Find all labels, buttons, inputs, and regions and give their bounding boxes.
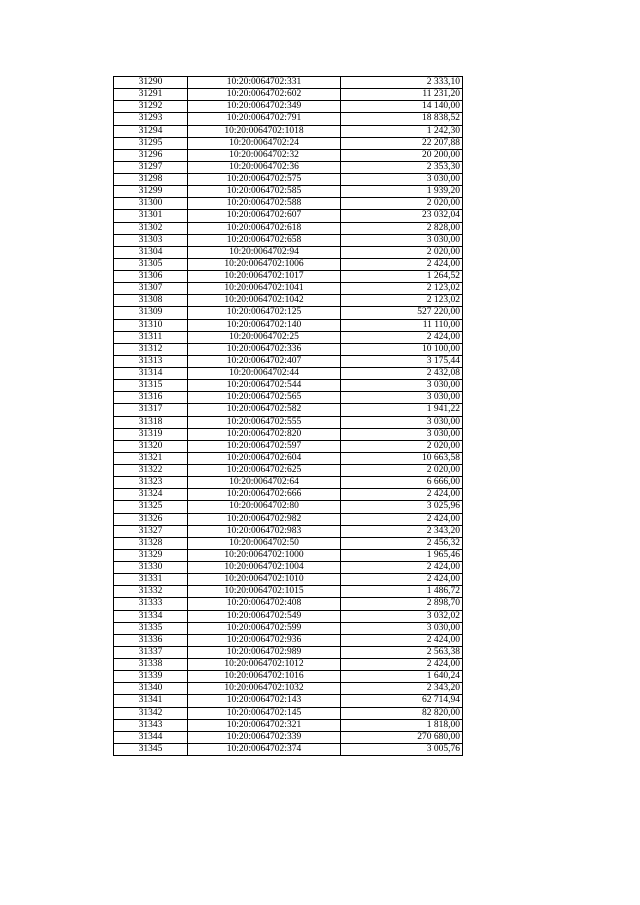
value-cell: 11 110,00 <box>341 319 463 331</box>
cadastral-number-cell: 10:20:0064702:936 <box>188 634 341 646</box>
value-cell: 2 353,30 <box>341 161 463 173</box>
value-cell: 1 941,22 <box>341 404 463 416</box>
cadastral-number-cell: 10:20:0064702:820 <box>188 428 341 440</box>
value-cell: 3 025,96 <box>341 501 463 513</box>
cadastral-number-cell: 10:20:0064702:602 <box>188 89 341 101</box>
row-number-cell: 31309 <box>114 307 188 319</box>
row-number-cell: 31337 <box>114 646 188 658</box>
table-row <box>114 355 463 367</box>
row-number-cell: 31331 <box>114 574 188 586</box>
cadastral-number-cell: 10:20:0064702:1012 <box>188 659 341 671</box>
row-number-cell: 31317 <box>114 404 188 416</box>
value-cell: 20 200,00 <box>341 149 463 161</box>
value-cell: 1 486,72 <box>341 586 463 598</box>
table-row <box>114 404 463 416</box>
value-cell: 2 123,02 <box>341 283 463 295</box>
cadastral-number-cell: 10:20:0064702:339 <box>188 731 341 743</box>
value-cell: 6 666,00 <box>341 477 463 489</box>
cadastral-number-cell: 10:20:0064702:408 <box>188 598 341 610</box>
row-number-cell: 31323 <box>114 477 188 489</box>
cadastral-number-cell: 10:20:0064702:1041 <box>188 283 341 295</box>
cadastral-number-cell: 10:20:0064702:25 <box>188 331 341 343</box>
row-number-cell: 31314 <box>114 368 188 380</box>
cadastral-number-cell: 10:20:0064702:666 <box>188 489 341 501</box>
row-number-cell: 31292 <box>114 101 188 113</box>
row-number-cell: 31290 <box>114 77 188 89</box>
row-number-cell: 31315 <box>114 380 188 392</box>
cadastral-number-cell: 10:20:0064702:1000 <box>188 549 341 561</box>
table-row <box>114 477 463 489</box>
row-number-cell: 31345 <box>114 743 188 755</box>
cadastral-number-cell: 10:20:0064702:625 <box>188 465 341 477</box>
cadastral-number-cell: 10:20:0064702:588 <box>188 198 341 210</box>
value-cell: 2 424,00 <box>341 258 463 270</box>
cadastral-number-cell: 10:20:0064702:1042 <box>188 295 341 307</box>
cadastral-number-cell: 10:20:0064702:1032 <box>188 683 341 695</box>
cadastral-number-cell: 10:20:0064702:982 <box>188 513 341 525</box>
value-cell: 2 424,00 <box>341 331 463 343</box>
row-number-cell: 31344 <box>114 731 188 743</box>
cadastral-number-cell: 10:20:0064702:1017 <box>188 271 341 283</box>
cadastral-number-cell: 10:20:0064702:544 <box>188 380 341 392</box>
cadastral-number-cell: 10:20:0064702:565 <box>188 392 341 404</box>
row-number-cell: 31324 <box>114 489 188 501</box>
row-number-cell: 31335 <box>114 622 188 634</box>
table-row <box>114 416 463 428</box>
value-cell: 2 424,00 <box>341 562 463 574</box>
row-number-cell: 31318 <box>114 416 188 428</box>
row-number-cell: 31306 <box>114 271 188 283</box>
row-number-cell: 31311 <box>114 331 188 343</box>
cadastral-number-cell: 10:20:0064702:618 <box>188 222 341 234</box>
table-row <box>114 428 463 440</box>
table-row <box>114 125 463 137</box>
value-cell: 2 563,38 <box>341 646 463 658</box>
row-number-cell: 31308 <box>114 295 188 307</box>
row-number-cell: 31319 <box>114 428 188 440</box>
cadastral-number-cell: 10:20:0064702:607 <box>188 210 341 222</box>
cadastral-number-cell: 10:20:0064702:36 <box>188 161 341 173</box>
table-row <box>114 368 463 380</box>
row-number-cell: 31333 <box>114 598 188 610</box>
cadastral-number-cell: 10:20:0064702:24 <box>188 137 341 149</box>
table-row <box>114 161 463 173</box>
value-cell: 1 640,24 <box>341 671 463 683</box>
row-number-cell: 31343 <box>114 719 188 731</box>
row-number-cell: 31298 <box>114 174 188 186</box>
table-row <box>114 622 463 634</box>
row-number-cell: 31307 <box>114 283 188 295</box>
value-cell: 3 030,00 <box>341 428 463 440</box>
cadastral-number-cell: 10:20:0064702:1010 <box>188 574 341 586</box>
table-row <box>114 489 463 501</box>
cadastral-number-cell: 10:20:0064702:1015 <box>188 586 341 598</box>
table-row <box>114 440 463 452</box>
row-number-cell: 31320 <box>114 440 188 452</box>
table-row <box>114 743 463 755</box>
table-row <box>114 101 463 113</box>
cadastral-number-cell: 10:20:0064702:658 <box>188 234 341 246</box>
table-row <box>114 307 463 319</box>
row-number-cell: 31339 <box>114 671 188 683</box>
row-number-cell: 31330 <box>114 562 188 574</box>
value-cell: 1 264,52 <box>341 271 463 283</box>
table-row <box>114 186 463 198</box>
cadastral-number-cell: 10:20:0064702:1006 <box>188 258 341 270</box>
value-cell: 23 032,04 <box>341 210 463 222</box>
table-row <box>114 501 463 513</box>
cadastral-number-cell: 10:20:0064702:44 <box>188 368 341 380</box>
table-row <box>114 671 463 683</box>
value-cell: 2 898,70 <box>341 598 463 610</box>
table-row <box>114 222 463 234</box>
value-cell: 1 965,46 <box>341 549 463 561</box>
table-row <box>114 295 463 307</box>
table-row <box>114 234 463 246</box>
value-cell: 3 030,00 <box>341 416 463 428</box>
table-row <box>114 646 463 658</box>
value-cell: 1 939,20 <box>341 186 463 198</box>
row-number-cell: 31321 <box>114 452 188 464</box>
table-body <box>114 77 463 756</box>
value-cell: 3 030,00 <box>341 380 463 392</box>
table-row <box>114 513 463 525</box>
row-number-cell: 31316 <box>114 392 188 404</box>
value-cell: 3 030,00 <box>341 234 463 246</box>
value-cell: 2 424,00 <box>341 659 463 671</box>
cadastral-number-cell: 10:20:0064702:1018 <box>188 125 341 137</box>
table-row <box>114 137 463 149</box>
table-row <box>114 695 463 707</box>
row-number-cell: 31325 <box>114 501 188 513</box>
table-row <box>114 525 463 537</box>
row-number-cell: 31297 <box>114 161 188 173</box>
value-cell: 2 343,20 <box>341 525 463 537</box>
table-row <box>114 731 463 743</box>
cadastral-number-cell: 10:20:0064702:140 <box>188 319 341 331</box>
table-row <box>114 392 463 404</box>
table-row <box>114 707 463 719</box>
cadastral-number-cell: 10:20:0064702:585 <box>188 186 341 198</box>
cadastral-number-cell: 10:20:0064702:374 <box>188 743 341 755</box>
table-row <box>114 331 463 343</box>
data-table <box>113 76 463 756</box>
row-number-cell: 31332 <box>114 586 188 598</box>
row-number-cell: 31313 <box>114 355 188 367</box>
row-number-cell: 31305 <box>114 258 188 270</box>
table-row <box>114 271 463 283</box>
cadastral-number-cell: 10:20:0064702:407 <box>188 355 341 367</box>
cadastral-number-cell: 10:20:0064702:604 <box>188 452 341 464</box>
table-row <box>114 246 463 258</box>
row-number-cell: 31300 <box>114 198 188 210</box>
table-row <box>114 586 463 598</box>
cadastral-number-cell: 10:20:0064702:125 <box>188 307 341 319</box>
table-row <box>114 77 463 89</box>
table-row <box>114 380 463 392</box>
cadastral-number-cell: 10:20:0064702:1004 <box>188 562 341 574</box>
value-cell: 10 100,00 <box>341 343 463 355</box>
cadastral-number-cell: 10:20:0064702:555 <box>188 416 341 428</box>
cadastral-number-cell: 10:20:0064702:321 <box>188 719 341 731</box>
cadastral-number-cell: 10:20:0064702:331 <box>188 77 341 89</box>
value-cell: 2 456,32 <box>341 537 463 549</box>
row-number-cell: 31322 <box>114 465 188 477</box>
cadastral-number-cell: 10:20:0064702:597 <box>188 440 341 452</box>
cadastral-number-cell: 10:20:0064702:80 <box>188 501 341 513</box>
cadastral-number-cell: 10:20:0064702:989 <box>188 646 341 658</box>
cadastral-number-cell: 10:20:0064702:582 <box>188 404 341 416</box>
row-number-cell: 31340 <box>114 683 188 695</box>
value-cell: 2 123,02 <box>341 295 463 307</box>
value-cell: 2 828,00 <box>341 222 463 234</box>
table-row <box>114 574 463 586</box>
value-cell: 2 424,00 <box>341 634 463 646</box>
table-row <box>114 549 463 561</box>
row-number-cell: 31296 <box>114 149 188 161</box>
table-row <box>114 319 463 331</box>
cadastral-number-cell: 10:20:0064702:32 <box>188 149 341 161</box>
row-number-cell: 31342 <box>114 707 188 719</box>
table-row <box>114 452 463 464</box>
value-cell: 3 005,76 <box>341 743 463 755</box>
value-cell: 527 220,00 <box>341 307 463 319</box>
cadastral-number-cell: 10:20:0064702:143 <box>188 695 341 707</box>
cadastral-number-cell: 10:20:0064702:599 <box>188 622 341 634</box>
value-cell: 2 424,00 <box>341 513 463 525</box>
table-row <box>114 610 463 622</box>
value-cell: 3 032,02 <box>341 610 463 622</box>
cadastral-number-cell: 10:20:0064702:1016 <box>188 671 341 683</box>
value-cell: 1 818,00 <box>341 719 463 731</box>
value-cell: 62 714,94 <box>341 695 463 707</box>
table-row <box>114 465 463 477</box>
value-cell: 3 175,44 <box>341 355 463 367</box>
value-cell: 2 020,00 <box>341 440 463 452</box>
table-row <box>114 343 463 355</box>
cadastral-number-cell: 10:20:0064702:349 <box>188 101 341 113</box>
cadastral-number-cell: 10:20:0064702:64 <box>188 477 341 489</box>
value-cell: 2 432,08 <box>341 368 463 380</box>
cadastral-number-cell: 10:20:0064702:575 <box>188 174 341 186</box>
row-number-cell: 31329 <box>114 549 188 561</box>
row-number-cell: 31295 <box>114 137 188 149</box>
row-number-cell: 31338 <box>114 659 188 671</box>
value-cell: 82 820,00 <box>341 707 463 719</box>
table-row <box>114 113 463 125</box>
cadastral-number-cell: 10:20:0064702:145 <box>188 707 341 719</box>
value-cell: 22 207,88 <box>341 137 463 149</box>
table-row <box>114 149 463 161</box>
cadastral-number-cell: 10:20:0064702:94 <box>188 246 341 258</box>
table-row <box>114 283 463 295</box>
cadastral-number-cell: 10:20:0064702:791 <box>188 113 341 125</box>
table-row <box>114 537 463 549</box>
row-number-cell: 31304 <box>114 246 188 258</box>
table-row <box>114 634 463 646</box>
value-cell: 2 343,20 <box>341 683 463 695</box>
row-number-cell: 31312 <box>114 343 188 355</box>
row-number-cell: 31303 <box>114 234 188 246</box>
row-number-cell: 31326 <box>114 513 188 525</box>
table-row <box>114 258 463 270</box>
table-row <box>114 198 463 210</box>
row-number-cell: 31293 <box>114 113 188 125</box>
value-cell: 270 680,00 <box>341 731 463 743</box>
row-number-cell: 31336 <box>114 634 188 646</box>
cadastral-number-cell: 10:20:0064702:50 <box>188 537 341 549</box>
table-row <box>114 719 463 731</box>
row-number-cell: 31328 <box>114 537 188 549</box>
value-cell: 2 333,10 <box>341 77 463 89</box>
table-row <box>114 683 463 695</box>
row-number-cell: 31341 <box>114 695 188 707</box>
row-number-cell: 31302 <box>114 222 188 234</box>
row-number-cell: 31299 <box>114 186 188 198</box>
cadastral-number-cell: 10:20:0064702:549 <box>188 610 341 622</box>
row-number-cell: 31301 <box>114 210 188 222</box>
table-row <box>114 659 463 671</box>
value-cell: 3 030,00 <box>341 392 463 404</box>
row-number-cell: 31310 <box>114 319 188 331</box>
table-row <box>114 89 463 101</box>
row-number-cell: 31334 <box>114 610 188 622</box>
value-cell: 14 140,00 <box>341 101 463 113</box>
cadastral-number-cell: 10:20:0064702:983 <box>188 525 341 537</box>
row-number-cell: 31291 <box>114 89 188 101</box>
value-cell: 1 242,30 <box>341 125 463 137</box>
value-cell: 3 030,00 <box>341 174 463 186</box>
value-cell: 11 231,20 <box>341 89 463 101</box>
cadastral-number-cell: 10:20:0064702:336 <box>188 343 341 355</box>
table-row <box>114 174 463 186</box>
value-cell: 2 020,00 <box>341 198 463 210</box>
value-cell: 2 424,00 <box>341 489 463 501</box>
value-cell: 10 663,58 <box>341 452 463 464</box>
value-cell: 2 424,00 <box>341 574 463 586</box>
table-row <box>114 562 463 574</box>
table-row <box>114 598 463 610</box>
row-number-cell: 31327 <box>114 525 188 537</box>
value-cell: 18 838,52 <box>341 113 463 125</box>
table-row <box>114 210 463 222</box>
value-cell: 3 030,00 <box>341 622 463 634</box>
row-number-cell: 31294 <box>114 125 188 137</box>
value-cell: 2 020,00 <box>341 465 463 477</box>
value-cell: 2 020,00 <box>341 246 463 258</box>
